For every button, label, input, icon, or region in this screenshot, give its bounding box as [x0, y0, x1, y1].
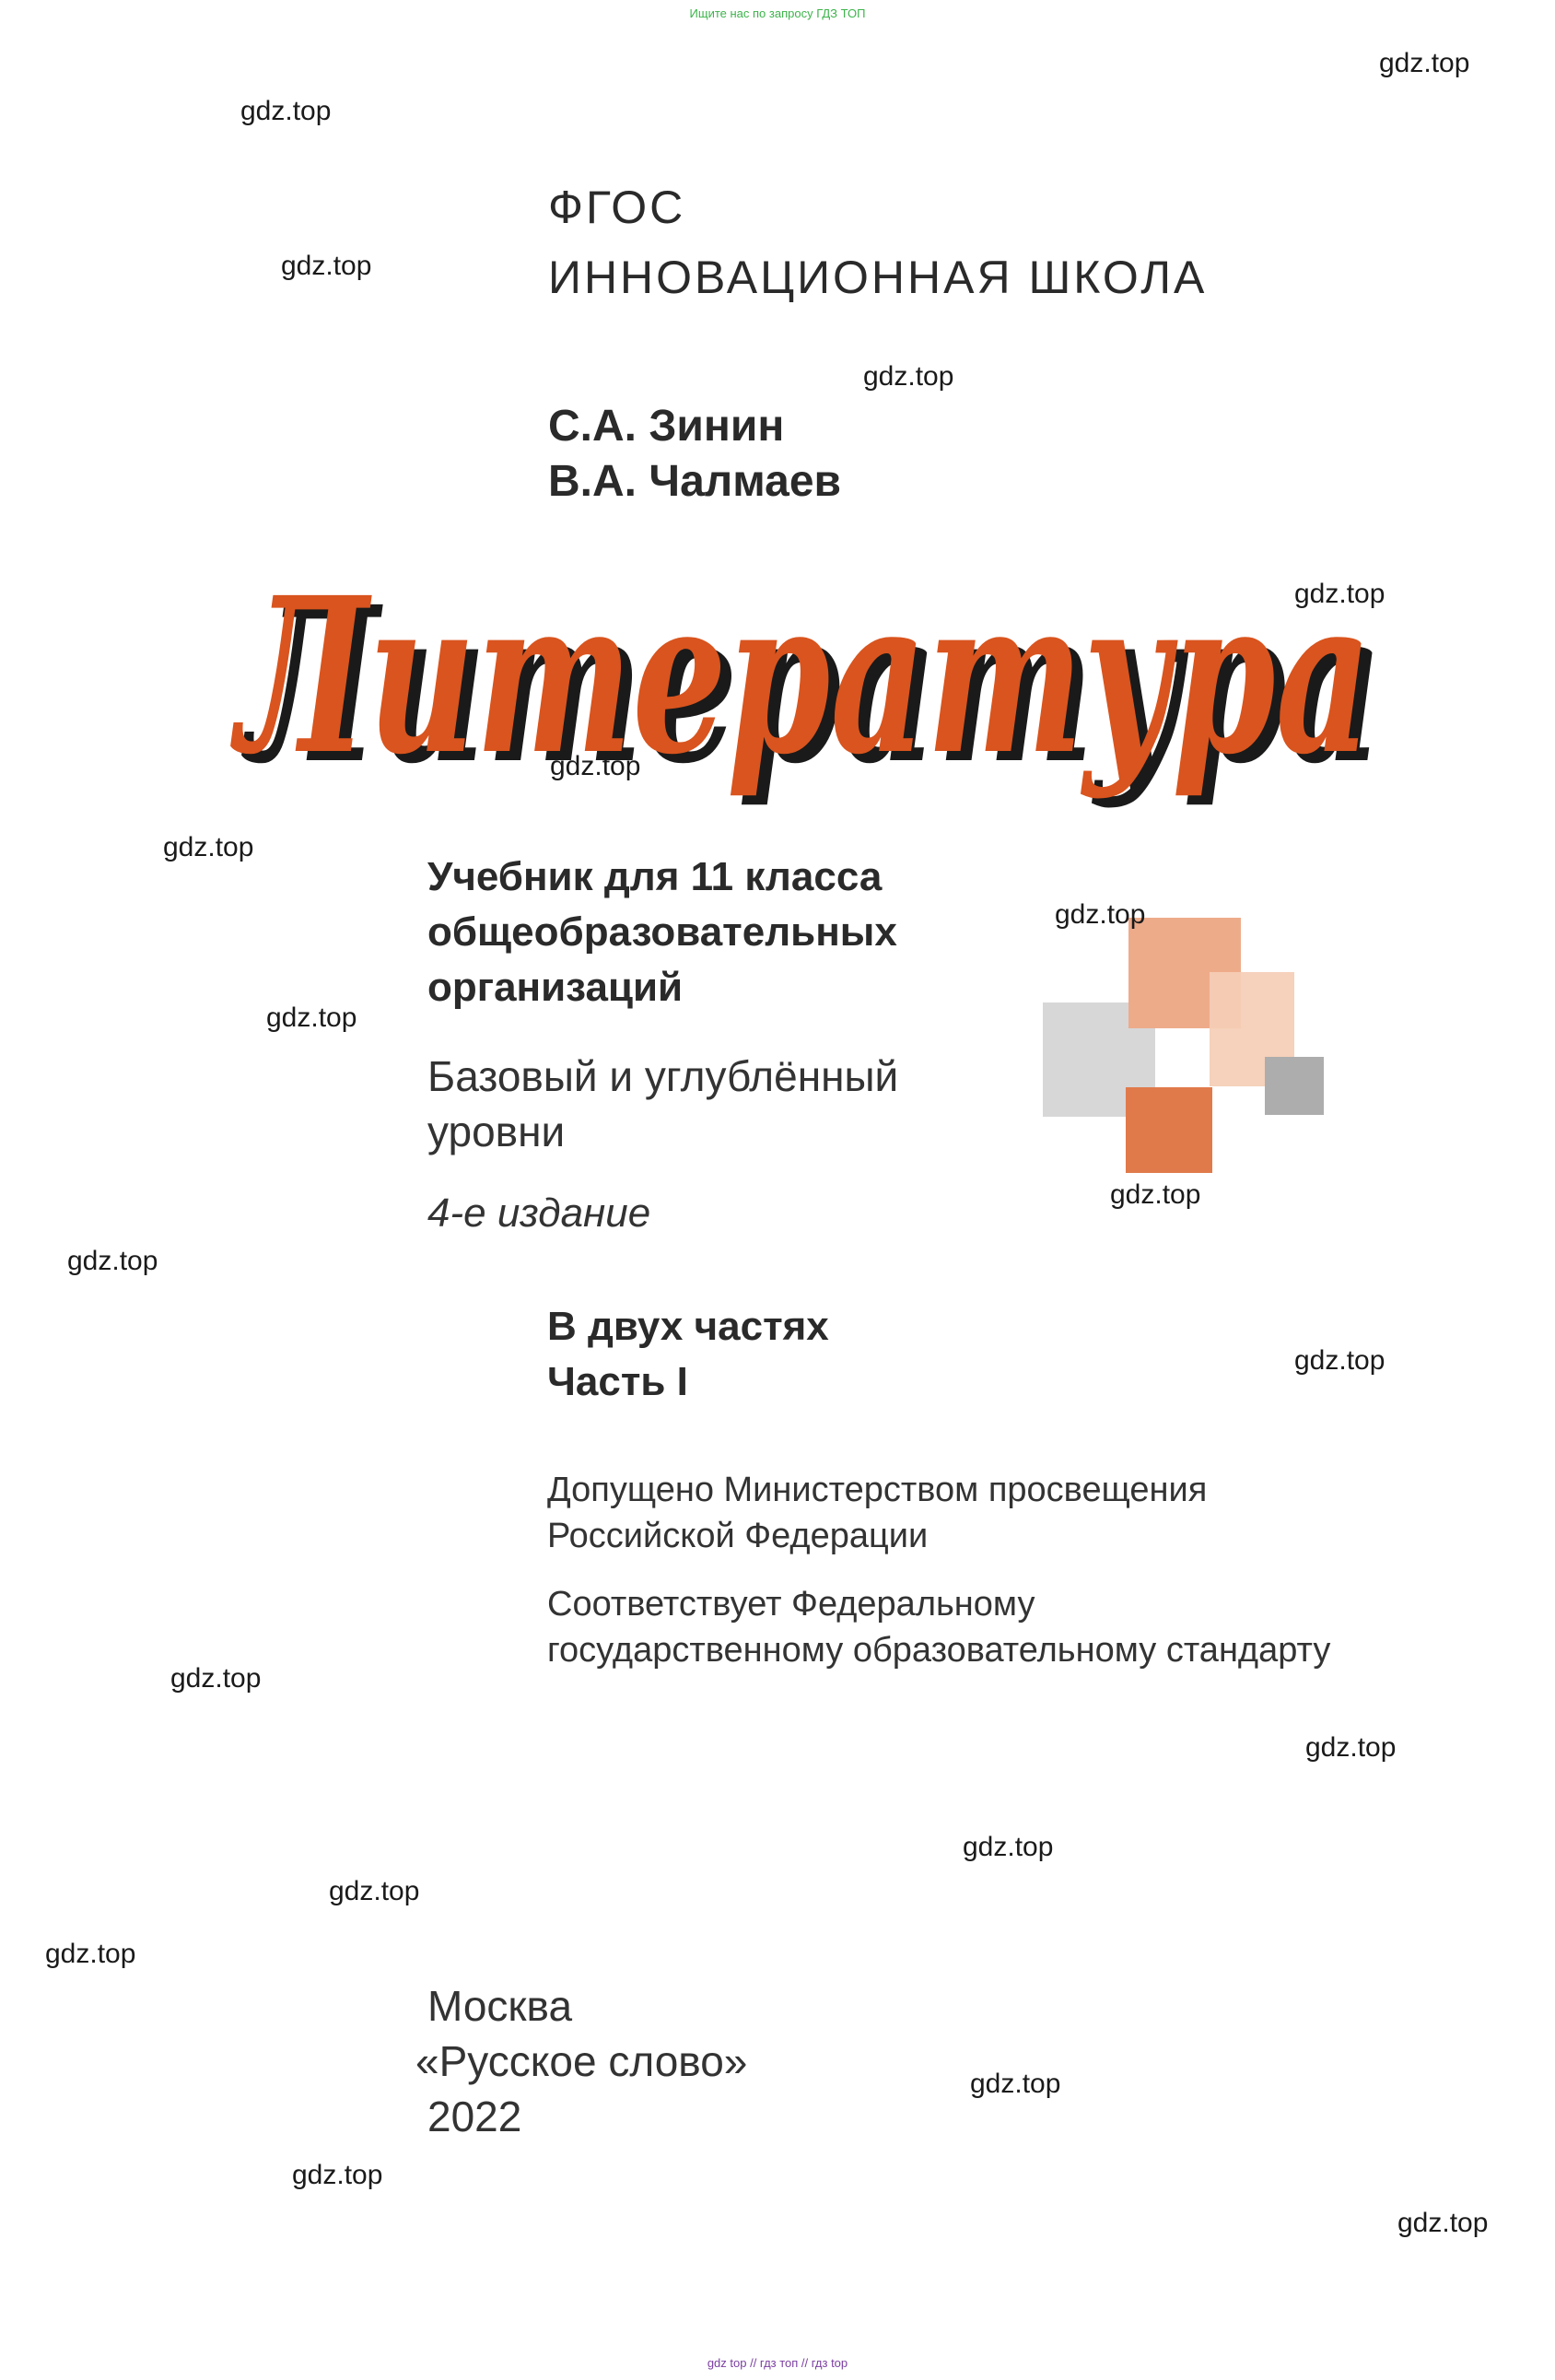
subtitle-line-2: общеобразовательных — [427, 909, 897, 955]
series-fgos: ФГОС — [548, 182, 686, 233]
level-line-1: Базовый и углублённый — [427, 1052, 899, 1100]
book-title-shadow: Литература — [241, 559, 1384, 811]
subtitle-line-1: Учебник для 11 класса — [427, 854, 883, 899]
watermark: gdz.top — [1397, 2208, 1489, 2238]
edition: 4-е издание — [427, 1190, 651, 1236]
watermark: gdz.top — [1110, 1179, 1201, 1210]
watermark: gdz.top — [170, 1663, 262, 1694]
bottom-footer: gdz top // гдз топ // гдз top — [707, 2356, 848, 2370]
approval-line-1: Допущено Министерством просвещения — [547, 1471, 1208, 1509]
approval-line-2: Российской Федерации — [547, 1517, 929, 1555]
watermark: gdz.top — [1294, 1345, 1385, 1376]
approval-line-4: государственному образовательному стандарту — [547, 1631, 1331, 1670]
book-title — [230, 544, 1396, 811]
watermark: gdz.top — [45, 1939, 136, 1969]
watermark: gdz.top — [266, 1002, 357, 1033]
square-dark-gray — [1265, 1057, 1324, 1115]
parts-line-2: Часть I — [547, 1359, 688, 1404]
author-chalmaev: В.А. Чалмаев — [548, 457, 842, 506]
watermark: gdz.top — [329, 1876, 420, 1906]
level-line-2: уровни — [427, 1108, 566, 1155]
series-innovation-school: ИННОВАЦИОННАЯ ШКОЛА — [548, 252, 1208, 303]
watermark: gdz.top — [67, 1246, 158, 1276]
top-banner: Ищите нас по запросу ГДЗ ТОП — [689, 6, 866, 20]
watermark: gdz.top — [292, 2160, 383, 2190]
watermark: gdz.top — [863, 361, 954, 392]
author-zinin: С.А. Зинин — [548, 402, 785, 451]
watermark: gdz.top — [963, 1832, 1054, 1862]
watermark: gdz.top — [1305, 1732, 1397, 1763]
watermark: gdz.top — [1294, 579, 1385, 609]
watermark: gdz.top — [163, 832, 254, 862]
watermark: gdz.top — [970, 2069, 1061, 2099]
imprint-city: Москва — [427, 1982, 573, 2030]
watermark: gdz.top — [281, 251, 372, 281]
imprint-year: 2022 — [427, 2093, 522, 2140]
watermark: gdz.top — [1055, 899, 1146, 930]
book-title-graphic — [230, 544, 1396, 811]
approval-line-3: Соответствует Федеральному — [547, 1585, 1035, 1624]
parts-line-1: В двух частях — [547, 1304, 829, 1349]
watermark: gdz.top — [1379, 48, 1470, 78]
square-dark-orange — [1126, 1087, 1212, 1173]
imprint-publisher: «Русское слово» — [415, 2037, 748, 2085]
watermark: gdz.top — [240, 96, 332, 126]
subtitle-line-3: организаций — [427, 965, 684, 1010]
watermark: gdz.top — [550, 751, 641, 781]
book-title-text: Литература — [230, 550, 1372, 802]
